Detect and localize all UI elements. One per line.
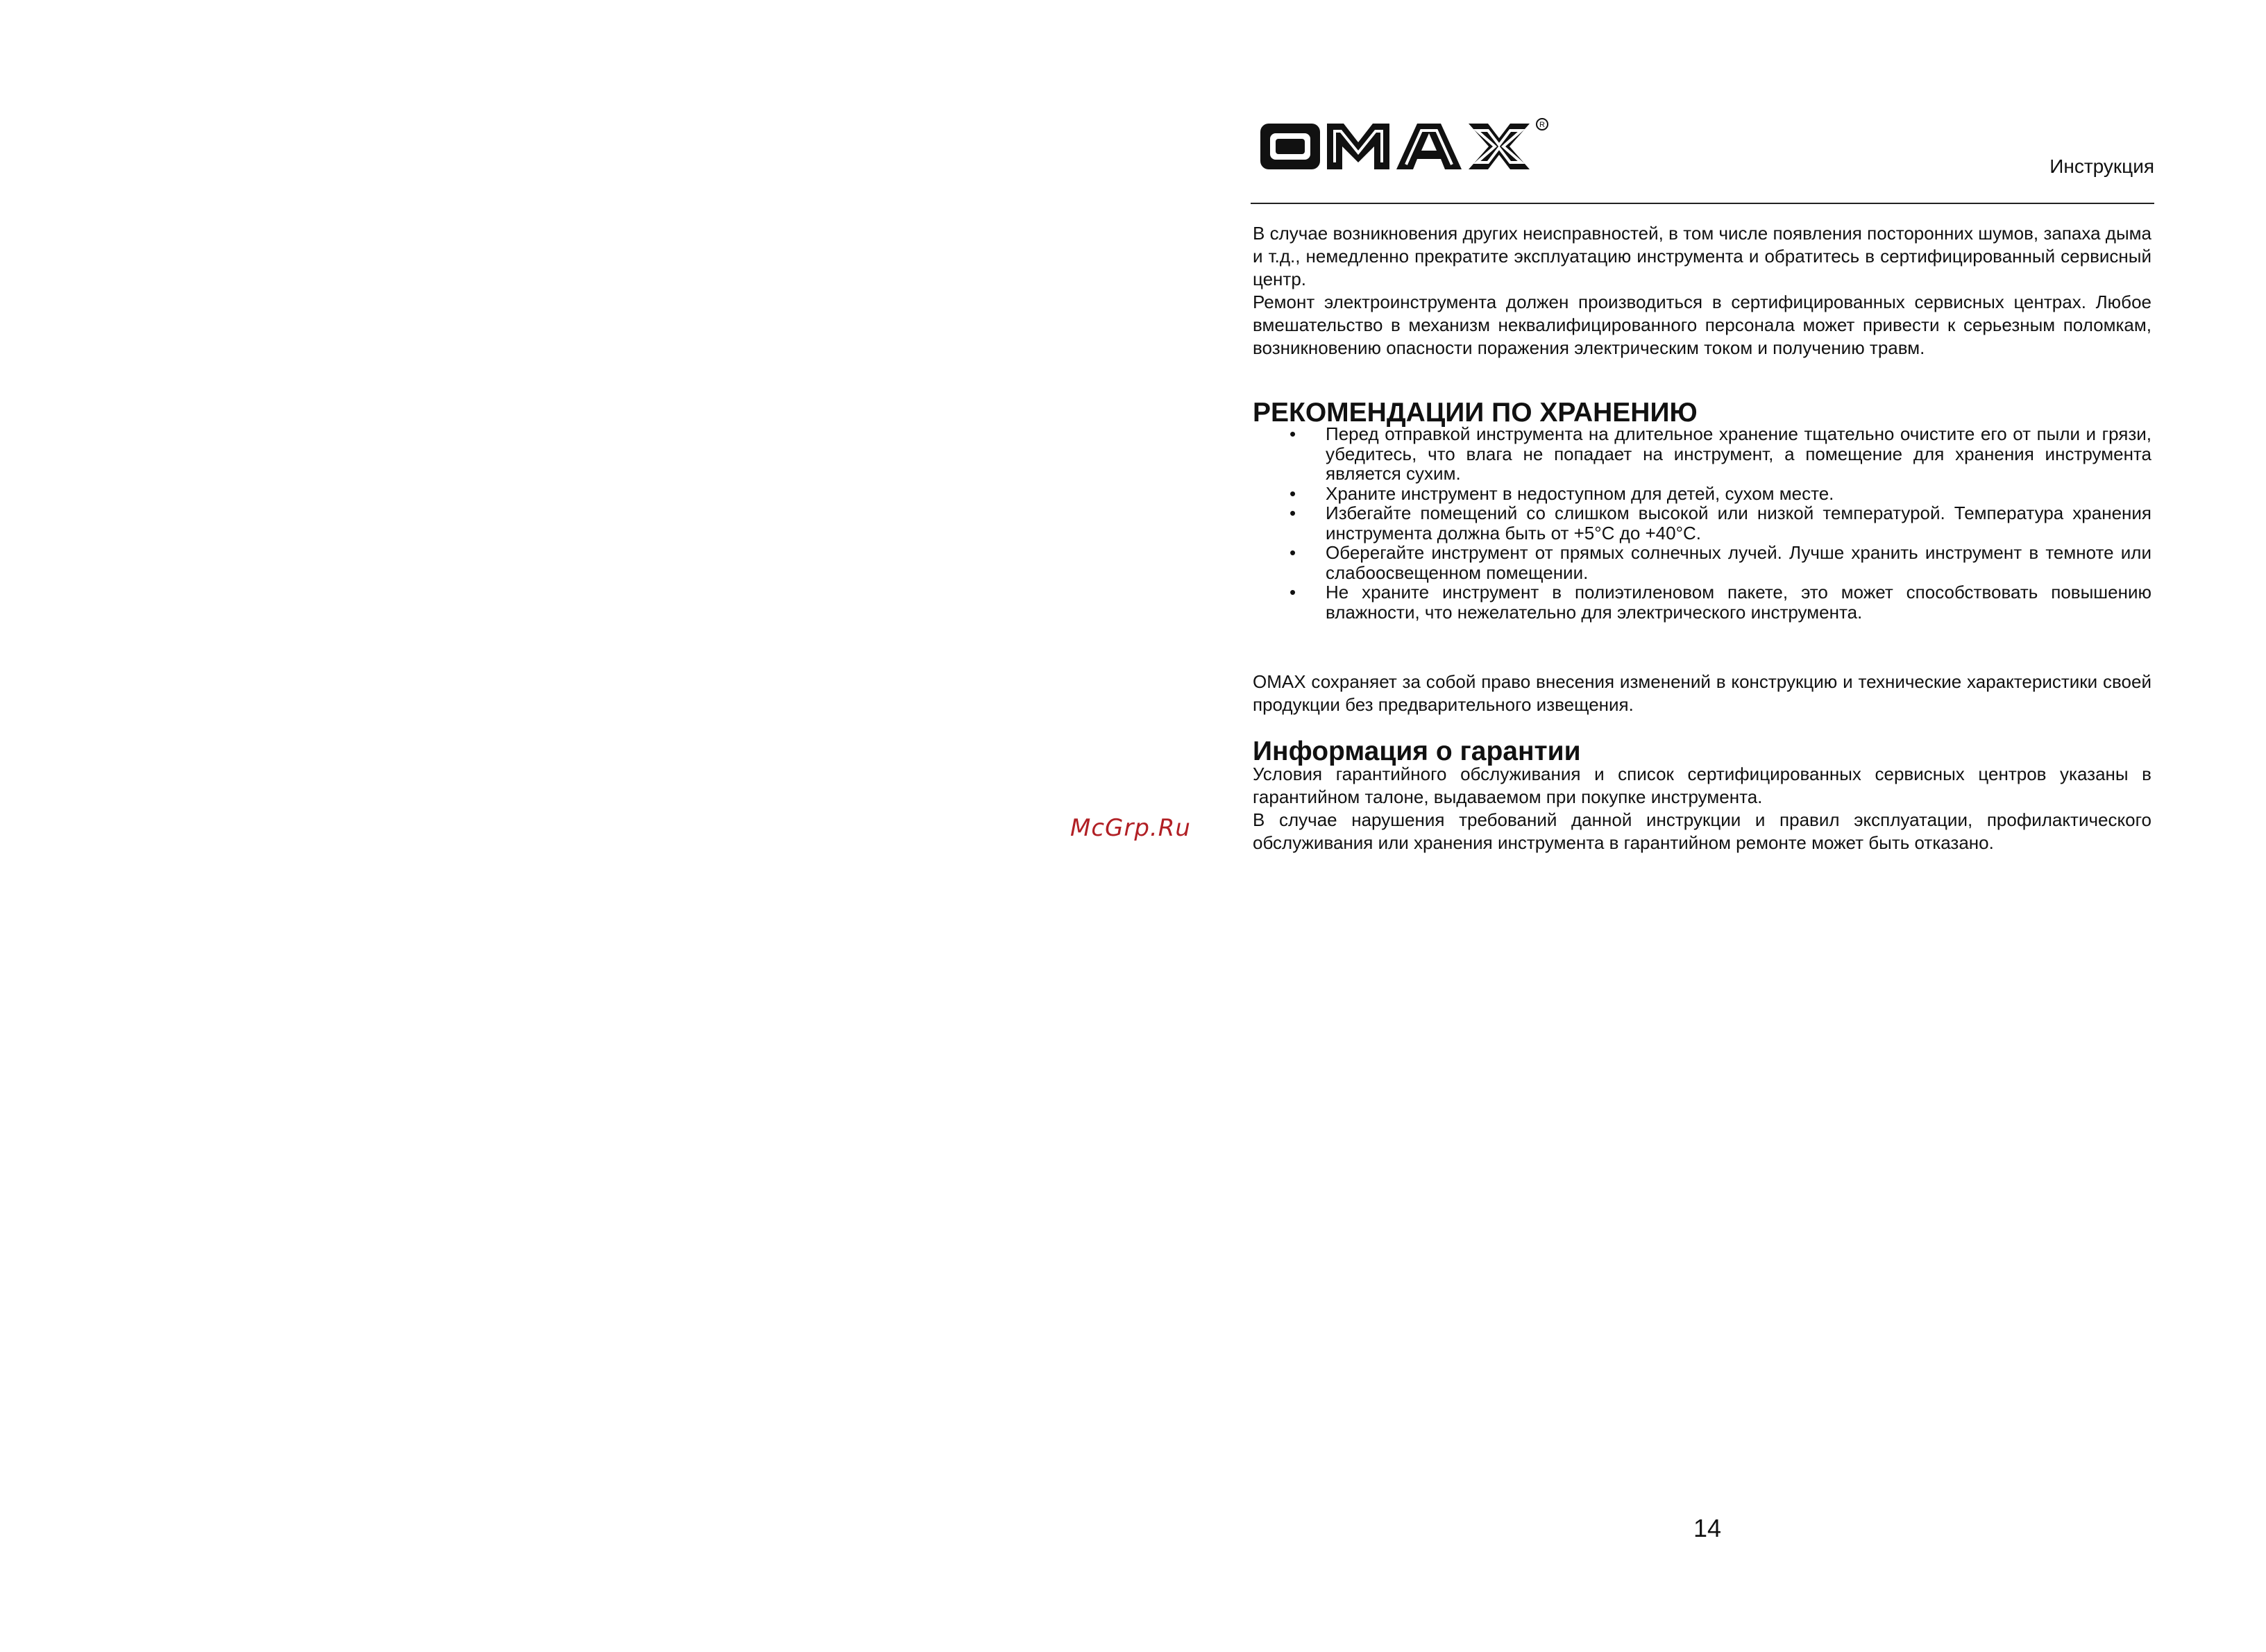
header-divider <box>1251 203 2154 204</box>
manual-content <box>1253 222 2151 854</box>
rights-note: OMAX сохраняет за собой право внесения изменений в конструкцию и технические характеристики своей продукции без предварительного извещения. <box>1253 671 2151 715</box>
list-item-text: Перед отправкой инструмента на длительное хранение тщательно очистите его от пыли и грязи, убедитесь, что влага не попадает на инструмент, а помещение для хранения инструмента является сухим. <box>1326 423 2151 484</box>
intro-paragraph: Ремонт электроинструмента должен производиться в сертифицированных сервисных центрах. Любое вмешательство в механизм неквалифицированного персонала может привести к серьезным поломкам, возникновению опасности поражения электрическим током и получению травм. <box>1253 292 2151 358</box>
storage-list <box>1253 424 2151 622</box>
list-item <box>1290 503 2151 543</box>
page-number: 14 <box>1693 1514 1722 1542</box>
list-item-text: Оберегайте инструмент от прямых солнечных лучей. Лучше хранить инструмент в темноте или слабоосвещенном помещении. <box>1326 542 2151 583</box>
omax-logo <box>1258 117 1549 176</box>
intro-paragraph: В случае возникновения других неисправностей, в том числе появления посторонних шумов, запаха дыма и т.д., немедленно прекратите эксплуатацию инструмента и обратитесь в сертифицированный сервисный центр. <box>1253 223 2151 289</box>
svg-text:R: R <box>1539 121 1545 129</box>
omax-logo-svg <box>1258 117 1549 176</box>
bullet-icon: • <box>1290 482 1296 504</box>
list-item-text: Не храните инструмент в полиэтиленовом пакете, это может способствовать повышению влажности, что нежелательно для электрического инструмента. <box>1326 582 2151 623</box>
watermark-text: McGrp.Ru <box>1070 814 1191 842</box>
section-spacer <box>1253 622 2151 671</box>
list-item-text: Храните инструмент в недоступном для детей, сухом месте. <box>1326 482 1834 504</box>
list-item <box>1290 423 2151 484</box>
section-spacer <box>1253 360 2151 401</box>
warranty-section <box>1253 736 2151 854</box>
list-item <box>1290 482 2151 504</box>
storage-section <box>1253 398 2151 623</box>
list-item-text: Избегайте помещений со слишком высокой или низкой температурой. Температура хранения инструмента должна быть от +5°С до +40°С. <box>1326 503 2151 543</box>
bullet-icon: • <box>1290 423 1296 444</box>
warranty-paragraph: В случае нарушения требований данной инструкции и правил эксплуатации, профилактического обслуживания или хранения инструмента в гарантийном ремонте может быть отказано. <box>1253 809 2151 853</box>
warranty-paragraph: Условия гарантийного обслуживания и список сертифицированных сервисных центров указаны в гарантийном талоне, выдаваемом при покупке инструмента. <box>1253 764 2151 807</box>
warranty-title: Информация о гарантии <box>1253 736 1581 766</box>
list-item <box>1290 582 2151 623</box>
bullet-icon: • <box>1290 503 1296 523</box>
intro-section <box>1253 222 2151 360</box>
bullet-icon: • <box>1290 582 1296 602</box>
storage-title: РЕКОМЕНДАЦИИ ПО ХРАНЕНИЮ <box>1253 398 1698 428</box>
header-label: Инструкция <box>2049 155 2154 177</box>
list-item <box>1290 542 2151 583</box>
bullet-icon: • <box>1290 542 1296 563</box>
